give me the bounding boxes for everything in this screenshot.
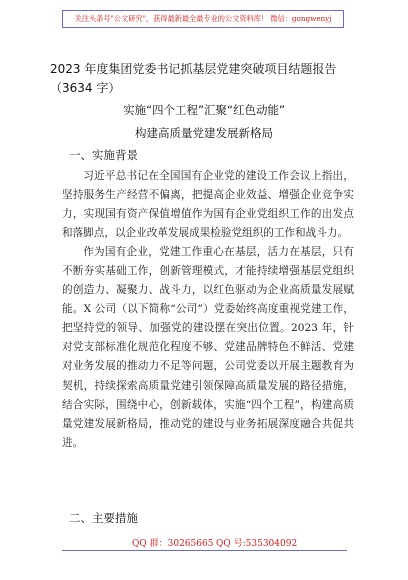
word-count: （3634 字）: [50, 81, 121, 95]
footer-contact: [0, 536, 408, 550]
document-body: [62, 167, 354, 453]
promo-banner: [62, 10, 344, 28]
qq-number: QQ 号:535304092: [216, 539, 298, 549]
qq-group: QQ 群：30265665: [132, 539, 214, 549]
subtitle-line-1: 实施“四个工程”汇聚“红色动能”: [123, 103, 285, 117]
section-heading-measures: 二、主要措施: [69, 511, 138, 525]
paragraph: 习近平总书记在全国国有企业党的建设工作会议上指出，坚持服务生产经营不偏离，把提高企业效益、增强企业竞争实力，实现国有资产保值增值作为国有企业党组织工作的出发点和落脚点，以企业改革发展成果检验党组织的工作和战斗力。: [62, 170, 354, 240]
promo-text: 关注头条号"公文研究"，获得最新最全最专业的公文资料库！ 微信：gongwenyj: [74, 14, 332, 23]
subtitle-line-2: 构建高质量党建发展新格局: [135, 126, 273, 140]
title-text: 2023 年度集团党委书记抓基层党建突破项目结题报告: [50, 62, 337, 76]
document-title: [50, 60, 370, 98]
paragraph: 作为国有企业，党建工作重心在基层，活力在基层，只有不断夯实基础工作，创新管理模式，才能持续增强基层党组织的创造力、凝聚力、战斗力，以红色驱动为企业高质量发展赋能。X 公司（以下简称“公司”）党委始终高度重视党建工作，把坚持党的领导、加强党的建设摆在突出位置。2023 年，针对党支部标准化规范化程度不够、党建品牌特色不鲜活、党建对业务发展的推动力不足等问题，公司党委以开展主题教育为契机，持续探索高质量党建引领保障高质量发展的路径措施，结合实际，围绕中心，创新载体，实施“四个工程”，构建高质量党建发展新格局，推动党的建设与业务拓展深度融合共促共进。: [62, 246, 354, 449]
section-heading-background: 一、实施背景: [69, 148, 138, 162]
footer-divider: [62, 550, 347, 551]
